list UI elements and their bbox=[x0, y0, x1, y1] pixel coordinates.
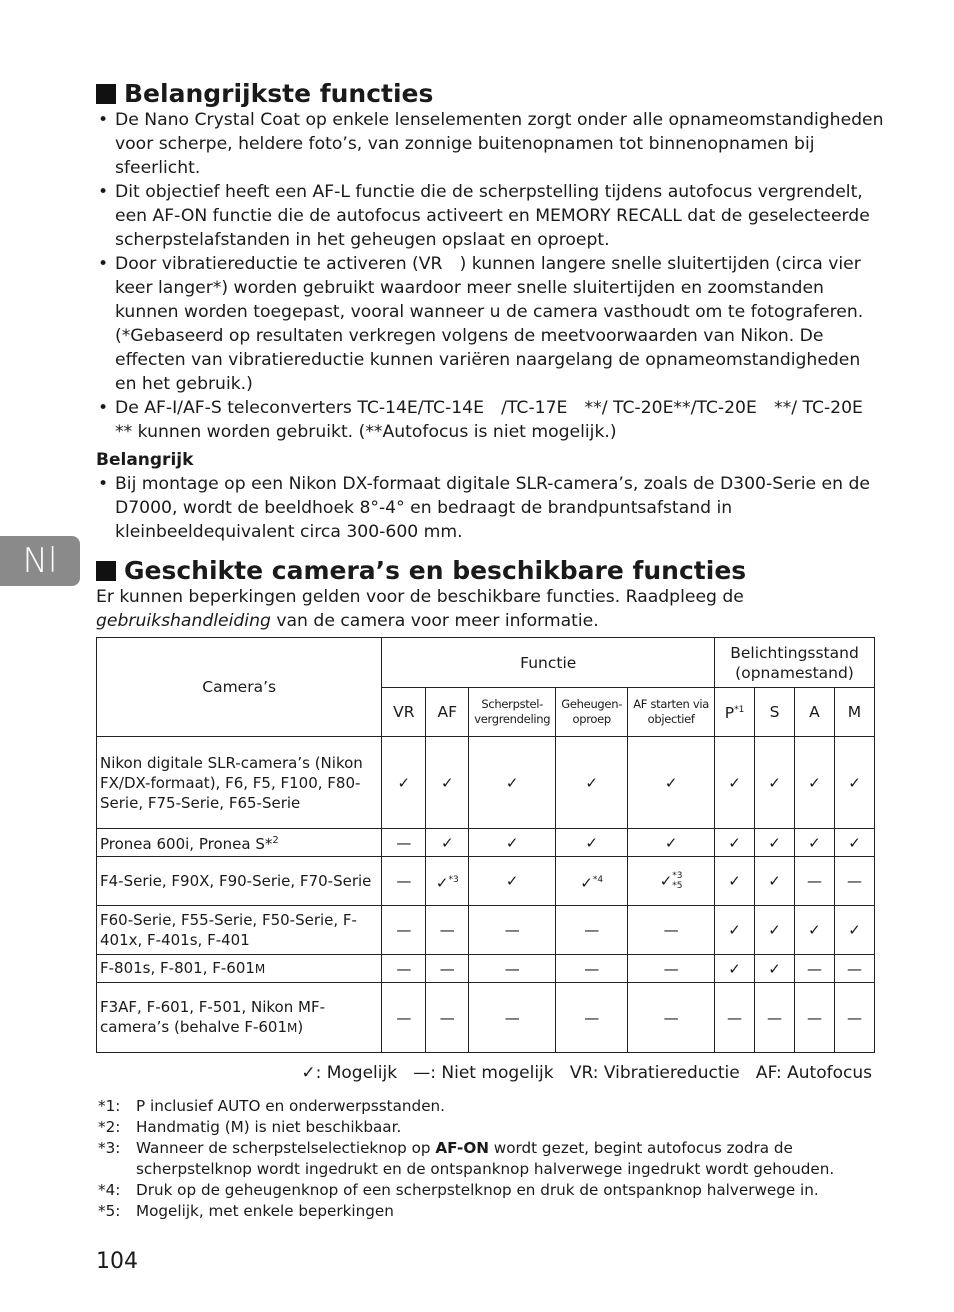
footnote: *3: Wanneer de scherpstelselectieknop op AF-ON wordt gezet, begint autofocus zodra de scherpstelknop wordt ingedrukt en de ontspanknop halverwege ingedrukt wordt gehouden. bbox=[98, 1139, 835, 1178]
square-bullet-icon bbox=[96, 84, 116, 104]
check-mark: ✓ bbox=[834, 906, 874, 955]
check-mark: ✓ bbox=[755, 955, 795, 983]
language-tab: Nl bbox=[0, 536, 80, 586]
footnote: *5: Mogelijk, met enkele beperkingen bbox=[98, 1202, 394, 1220]
header-scherpstelvergrendeling: Scherpstel-vergrendeling bbox=[469, 688, 556, 737]
list-item: • Door vibratiereductie te activeren (VR ) kunnen langere snelle sluitertijden (circa vier keer langer*) worden gebruikt waardoor meer snelle sluitertijden en zoomstanden kunnen worden toegepast, vooral wanneer u de camera vasthoudt om te fotograferen. (*Gebaseerd op resultaten verkregen volgens de meetvoorwaarden van Nikon. De effecten van vibratiereductie kunnen variëren naargelang de opnameomstandigheden en het gebruik.) bbox=[96, 252, 886, 396]
table-row bbox=[97, 829, 875, 857]
check-mark: ✓ bbox=[426, 829, 469, 857]
dash-mark: — bbox=[628, 906, 715, 955]
section-heading-main-features bbox=[96, 79, 433, 109]
check-mark: ✓ bbox=[715, 906, 755, 955]
header-cameras: Camera’s bbox=[97, 638, 382, 737]
intro-text: Er kunnen beperkingen gelden voor de beschikbare functies. Raadpleeg de bbox=[96, 587, 744, 607]
list-item: • De AF-I/AF-S teleconverters TC-14E/TC-14E /TC-17E **/ TC-20E**/TC-20E **/ TC-20E ** kunnen worden gebruikt. (**Autofocus is niet mogelijk.) bbox=[96, 396, 886, 444]
intro-text: van de camera voor meer informatie. bbox=[270, 611, 599, 631]
dash-mark: — bbox=[426, 955, 469, 983]
check-mark: ✓ bbox=[556, 829, 628, 857]
check-mark: ✓ bbox=[715, 829, 755, 857]
header-functie: Functie bbox=[382, 638, 715, 688]
dash-mark: — bbox=[628, 955, 715, 983]
camera-name: F3AF, F-601, F-501, Nikon MF-camera’s (behalve F-601M) bbox=[97, 983, 382, 1053]
section-title: Geschikte camera’s en beschikbare functies bbox=[124, 556, 747, 585]
dash-mark: — bbox=[628, 983, 715, 1053]
page-number: 104 bbox=[96, 1249, 138, 1274]
header-a: A bbox=[794, 688, 834, 737]
dash-mark: — bbox=[715, 983, 755, 1053]
dash-mark: — bbox=[469, 983, 556, 1053]
feature-list bbox=[96, 108, 886, 444]
dash-mark: — bbox=[834, 857, 874, 906]
header-p: $P^{*1}$ bbox=[715, 688, 755, 737]
header-af: AF bbox=[426, 688, 469, 737]
dash-mark: — bbox=[834, 955, 874, 983]
table-row bbox=[97, 983, 875, 1053]
dash-mark: — bbox=[469, 906, 556, 955]
table-row bbox=[97, 906, 875, 955]
header-m: M bbox=[834, 688, 874, 737]
check-mark: ✓ bbox=[556, 737, 628, 829]
footnote: *4: Druk op de geheugenknop of een scherpstelknop en druk de ontspanknop halverwege in. bbox=[98, 1181, 819, 1199]
check-mark: ✓ bbox=[382, 737, 426, 829]
dash-mark: — bbox=[794, 983, 834, 1053]
intro-emphasis: gebruikshandleiding bbox=[96, 611, 271, 631]
check-mark: ✓ bbox=[755, 737, 795, 829]
check-mark: ✓ bbox=[794, 737, 834, 829]
list-item: • Dit objectief heeft een AF-L functie die de scherpstelling tijdens autofocus vergrendelt, een AF-ON functie die de autofocus activeert en MEMORY RECALL dat de geselecteerde scherpstelafstanden in het geheugen opslaat en oproept. bbox=[96, 180, 886, 252]
list-item: • Bij montage op een Nikon DX-formaat digitale SLR-camera’s, zoals de D300-Serie en de D7000, wordt de beeldhoek 8°-4° en bedraagt de brandpuntsafstand in kleinbeeldequivalent circa 300-600 mm. bbox=[96, 472, 886, 544]
dash-mark: — bbox=[556, 906, 628, 955]
header-af-starten: AF starten via objectief bbox=[628, 688, 715, 737]
square-bullet-icon bbox=[96, 561, 116, 581]
camera-name: Pronea 600i, Pronea S*$^2$ bbox=[97, 829, 382, 857]
header-belichtingsstand: Belichtingsstand (opnamestand) bbox=[715, 638, 875, 688]
header-geheugenoproep: Geheugen-oproep bbox=[556, 688, 628, 737]
dash-mark: — bbox=[382, 829, 426, 857]
check-mark: ✓ bbox=[715, 737, 755, 829]
important-heading: Belangrijk bbox=[96, 450, 194, 470]
camera-name: Nikon digitale SLR-camera’s (Nikon FX/DX-formaat), F6, F5, F100, F80-Serie, F75-Serie, F65-Serie bbox=[97, 737, 382, 829]
check-mark: ✓ bbox=[469, 829, 556, 857]
check-mark: ✓ bbox=[715, 955, 755, 983]
dash-mark: — bbox=[469, 955, 556, 983]
table-legend: ✓: Mogelijk —: Niet mogelijk VR: Vibratiereductie AF: Autofocus bbox=[301, 1063, 872, 1083]
camera-name: F-801s, F-801, F-601M bbox=[97, 955, 382, 983]
dash-mark: — bbox=[382, 983, 426, 1053]
check-mark: ✓ bbox=[755, 857, 795, 906]
check-mark: ✓ bbox=[794, 829, 834, 857]
camera-name: F60-Serie, F55-Serie, F50-Serie, F-401x, F-401s, F-401 bbox=[97, 906, 382, 955]
check-mark: ✓ bbox=[469, 857, 556, 906]
compatibility-table bbox=[96, 637, 875, 1053]
dash-mark: — bbox=[556, 983, 628, 1053]
footnote: *1: P inclusief AUTO en onderwerpsstanden. bbox=[98, 1097, 445, 1115]
dash-mark: — bbox=[426, 906, 469, 955]
check-mark: ✓ bbox=[794, 906, 834, 955]
dash-mark: — bbox=[794, 857, 834, 906]
check-mark: ✓ bbox=[834, 829, 874, 857]
dash-mark: — bbox=[382, 857, 426, 906]
dash-mark: — bbox=[382, 955, 426, 983]
check-mark: ✓ bbox=[628, 829, 715, 857]
table-row bbox=[97, 955, 875, 983]
dash-mark: — bbox=[794, 955, 834, 983]
list-item: • De Nano Crystal Coat op enkele lenselementen zorgt onder alle opnameomstandigheden voor scherpe, heldere foto’s, van zonnige buitenopnamen tot binnenopnamen bij sfeerlicht. bbox=[96, 108, 886, 180]
important-list bbox=[96, 472, 886, 544]
check-mark: ✓ bbox=[426, 737, 469, 829]
check-mark-note: ✓$^{*3}$ bbox=[426, 857, 469, 906]
check-mark: ✓ bbox=[755, 829, 795, 857]
section-title: Belangrijkste functies bbox=[124, 79, 434, 108]
check-mark: ✓ bbox=[628, 737, 715, 829]
table-row bbox=[97, 857, 875, 906]
check-mark: ✓ bbox=[834, 737, 874, 829]
check-mark: ✓ bbox=[755, 906, 795, 955]
section-heading-compatible-cameras bbox=[96, 556, 746, 586]
dash-mark: — bbox=[426, 983, 469, 1053]
section-intro bbox=[96, 585, 876, 633]
header-vr: VR bbox=[382, 688, 426, 737]
dash-mark: — bbox=[382, 906, 426, 955]
check-mark-note: ✓$^{*4}$ bbox=[556, 857, 628, 906]
dash-mark: — bbox=[834, 983, 874, 1053]
footnotes bbox=[98, 1096, 898, 1222]
dash-mark: — bbox=[556, 955, 628, 983]
footnote: *2: Handmatig (M) is niet beschikbaar. bbox=[98, 1118, 402, 1136]
table-row bbox=[97, 737, 875, 829]
check-mark: ✓ bbox=[715, 857, 755, 906]
check-mark-notes: ✓*3 *5 bbox=[628, 857, 715, 906]
dash-mark: — bbox=[755, 983, 795, 1053]
header-s: S bbox=[755, 688, 795, 737]
check-mark: ✓ bbox=[469, 737, 556, 829]
camera-name: F4-Serie, F90X, F90-Serie, F70-Serie bbox=[97, 857, 382, 906]
